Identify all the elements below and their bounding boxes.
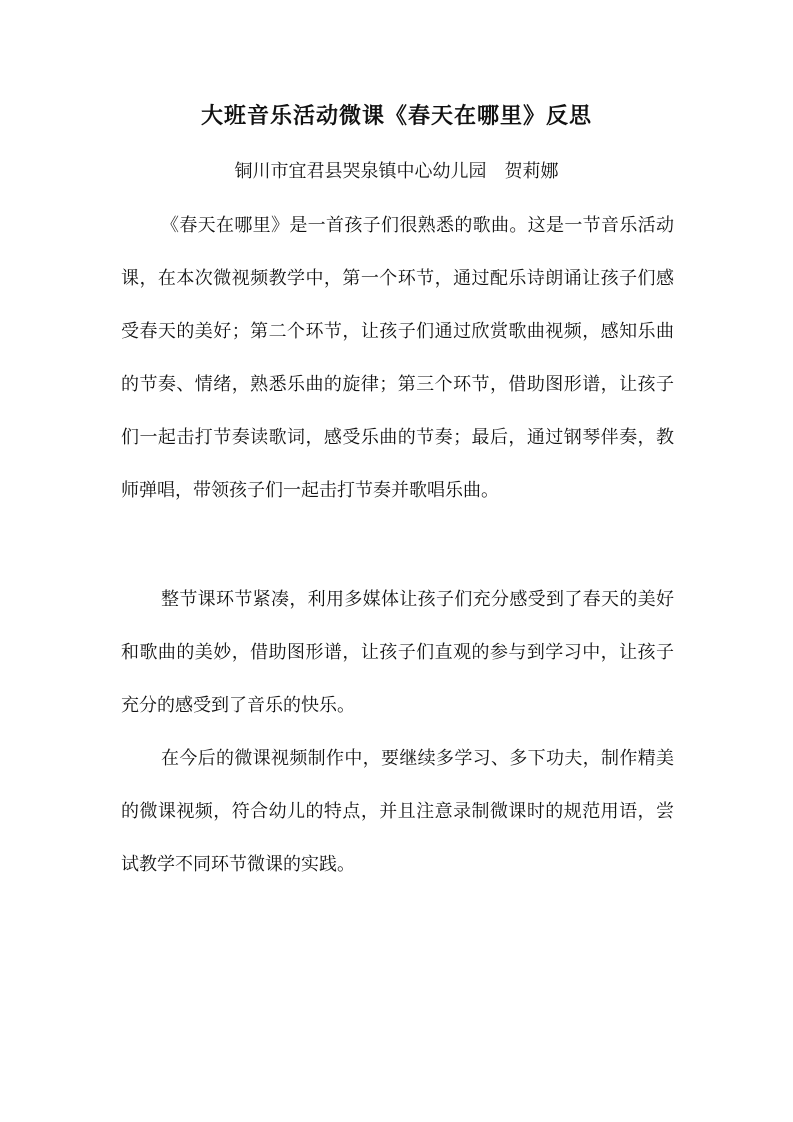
author-line: 铜川市宜君县哭泉镇中心幼儿园 贺莉娜 [234,161,559,182]
paragraph-2: 整节课环节紧凑，利用多媒体让孩子们充分感受到了春天的美好和歌曲的美妙，借助图形谱，让孩子们直观的参与到学习中，让孩子充分的感受到了音乐的快乐。 [121,589,674,716]
document-title: 大班音乐活动微课《春天在哪里》反思 [200,103,592,129]
paragraph-3: 在今后的微课视频制作中，要继续多学习、多下功夫，制作精美的微课视频，符合幼儿的特点，并且注意录制微课时的规范用语，尝试教学不同环节微课的实践。 [121,748,674,875]
paragraph-1: 《春天在哪里》是一首孩子们很熟悉的歌曲。这是一节音乐活动课，在本次微视频教学中，第一个环节，通过配乐诗朗诵让孩子们感受春天的美好；第二个环节，让孩子们通过欣赏歌曲视频，感知乐曲的节奏、情绪，熟悉乐曲的旋律；第三个环节，借助图形谱，让孩子们一起击打节奏读歌词，感受乐曲的节奏；最后，通过钢琴伴奏，教师弹唱，带领孩子们一起击打节奏并歌唱乐曲。 [121,215,674,501]
